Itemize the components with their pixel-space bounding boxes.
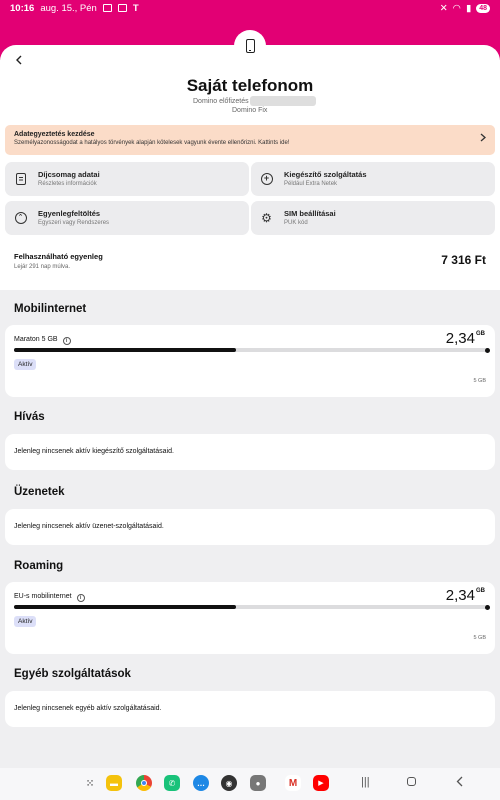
smartphone-icon — [234, 30, 266, 62]
data-remaining: $2,34^{GB}$ — [445, 587, 485, 604]
tile-sim-settings[interactable] — [251, 201, 495, 235]
tile-plan-details[interactable] — [5, 162, 249, 196]
tile-top-up[interactable] — [5, 201, 249, 235]
data-progress-bar — [14, 348, 488, 352]
data-progress-fill — [14, 605, 236, 609]
wifi-icon: ◠ — [452, 2, 461, 14]
apps-grid-icon[interactable]: ⁙ — [86, 777, 94, 788]
status-date: aug. 15., Pén — [40, 2, 97, 14]
section-title-roaming: Roaming — [14, 560, 64, 572]
balance-row[interactable] — [0, 242, 500, 281]
balance-expiry: Lejár 291 nap múlva. — [14, 264, 71, 270]
chevron-left-icon[interactable] — [12, 53, 26, 67]
chrome-app-icon[interactable] — [136, 775, 152, 791]
status-bar — [0, 0, 500, 16]
messages-app-icon[interactable]: … — [193, 775, 209, 791]
chevron-right-icon — [480, 133, 486, 145]
empty-state-text: Jelenleg nincsenek aktív kiegészítő szolgáltatásaid. — [14, 448, 174, 455]
home-button[interactable] — [407, 776, 416, 786]
document-list-icon — [14, 172, 27, 185]
gear-icon: ⚙ — [261, 210, 272, 225]
back-button[interactable] — [456, 776, 463, 790]
data-cap: 5 GB — [473, 378, 486, 384]
progress-end-dot — [485, 348, 490, 353]
arrow-up-circle-icon: ⌃ — [14, 211, 27, 224]
section-title-calls: Hívás — [14, 411, 45, 423]
package-name-row — [14, 593, 85, 602]
signal-icon: ▮ — [465, 2, 472, 14]
verification-banner[interactable] — [5, 125, 495, 155]
messages-card — [5, 509, 495, 545]
status-badge: Aktív — [14, 616, 36, 627]
package-name: EU-s mobilinternet — [14, 593, 72, 600]
other-services-card — [5, 691, 495, 727]
tile-title: Egyenlegfeltöltés — [38, 209, 101, 218]
banner-title: Adategyeztetés kezdése — [14, 131, 95, 138]
package-name-row — [14, 336, 71, 345]
tile-title: Díjcsomag adatai — [38, 170, 100, 179]
tmobile-icon: T — [132, 2, 139, 14]
package-name: Maraton 5 GB — [14, 336, 58, 343]
info-icon[interactable]: i — [63, 337, 71, 345]
tile-subtitle: Például Extra Netek — [284, 181, 338, 187]
tile-subtitle: Részletes információk — [38, 181, 97, 187]
notification-icon — [118, 4, 127, 12]
camera-app-icon[interactable]: ◉ — [221, 775, 237, 791]
battery-icon: 48 — [476, 4, 490, 13]
data-progress-fill — [14, 348, 236, 352]
balance-label: Felhasználható egyenleg — [14, 252, 103, 261]
data-progress-bar — [14, 605, 488, 609]
mobile-internet-card[interactable] — [5, 325, 495, 397]
youtube-app-icon[interactable]: ▶ — [313, 775, 329, 791]
info-icon[interactable]: i — [77, 594, 85, 602]
plus-circle-icon: + — [260, 172, 273, 185]
roaming-card[interactable] — [5, 582, 495, 654]
tile-title: SIM beállításai — [284, 209, 336, 218]
system-navigation-bar — [0, 768, 500, 800]
status-badge: Aktív — [14, 359, 36, 370]
calls-card — [5, 434, 495, 470]
settings-app-icon[interactable]: ● — [250, 775, 266, 791]
balance-value: 7 316 Ft — [441, 253, 486, 267]
recents-button[interactable]: ||| — [361, 776, 370, 788]
mute-icon: ✕ — [439, 2, 448, 14]
tile-extra-service[interactable] — [251, 162, 495, 196]
tile-subtitle: PUK kód — [284, 220, 308, 226]
data-cap: 5 GB — [473, 635, 486, 641]
notification-icon — [103, 4, 112, 12]
data-remaining: $2,34^{GB}$ — [445, 330, 485, 347]
section-title-messages: Üzenetek — [14, 486, 65, 498]
banner-text: Személyazonosságodat a hatályos törvények alapján kötelesek vagyunk évente ellenőrizni. Kattints ide! — [14, 140, 290, 146]
progress-end-dot — [485, 605, 490, 610]
tile-subtitle: Egyszeri vagy Rendszeres — [38, 220, 110, 226]
redacted-phone-number — [250, 96, 316, 106]
tile-title: Kiegészítő szolgáltatás — [284, 170, 367, 179]
section-title-mobile-internet: Mobilinternet — [14, 303, 87, 315]
empty-state-text: Jelenleg nincsenek egyéb aktív szolgáltatásaid. — [14, 705, 162, 712]
empty-state-text: Jelenleg nincsenek aktív üzenet-szolgáltatásaid. — [14, 523, 164, 530]
status-time: 10:16 — [10, 2, 35, 14]
section-title-other-services: Egyéb szolgáltatások — [14, 668, 131, 680]
phone-app-icon[interactable]: ✆ — [164, 775, 180, 791]
gmail-app-icon[interactable]: M — [285, 775, 301, 791]
plan-name: Domino Fix — [232, 107, 268, 114]
page-title: Saját telefonom — [186, 76, 314, 95]
notes-app-icon[interactable]: ▬ — [106, 775, 122, 791]
subscription-label: Domino előfizetés — [193, 98, 249, 105]
